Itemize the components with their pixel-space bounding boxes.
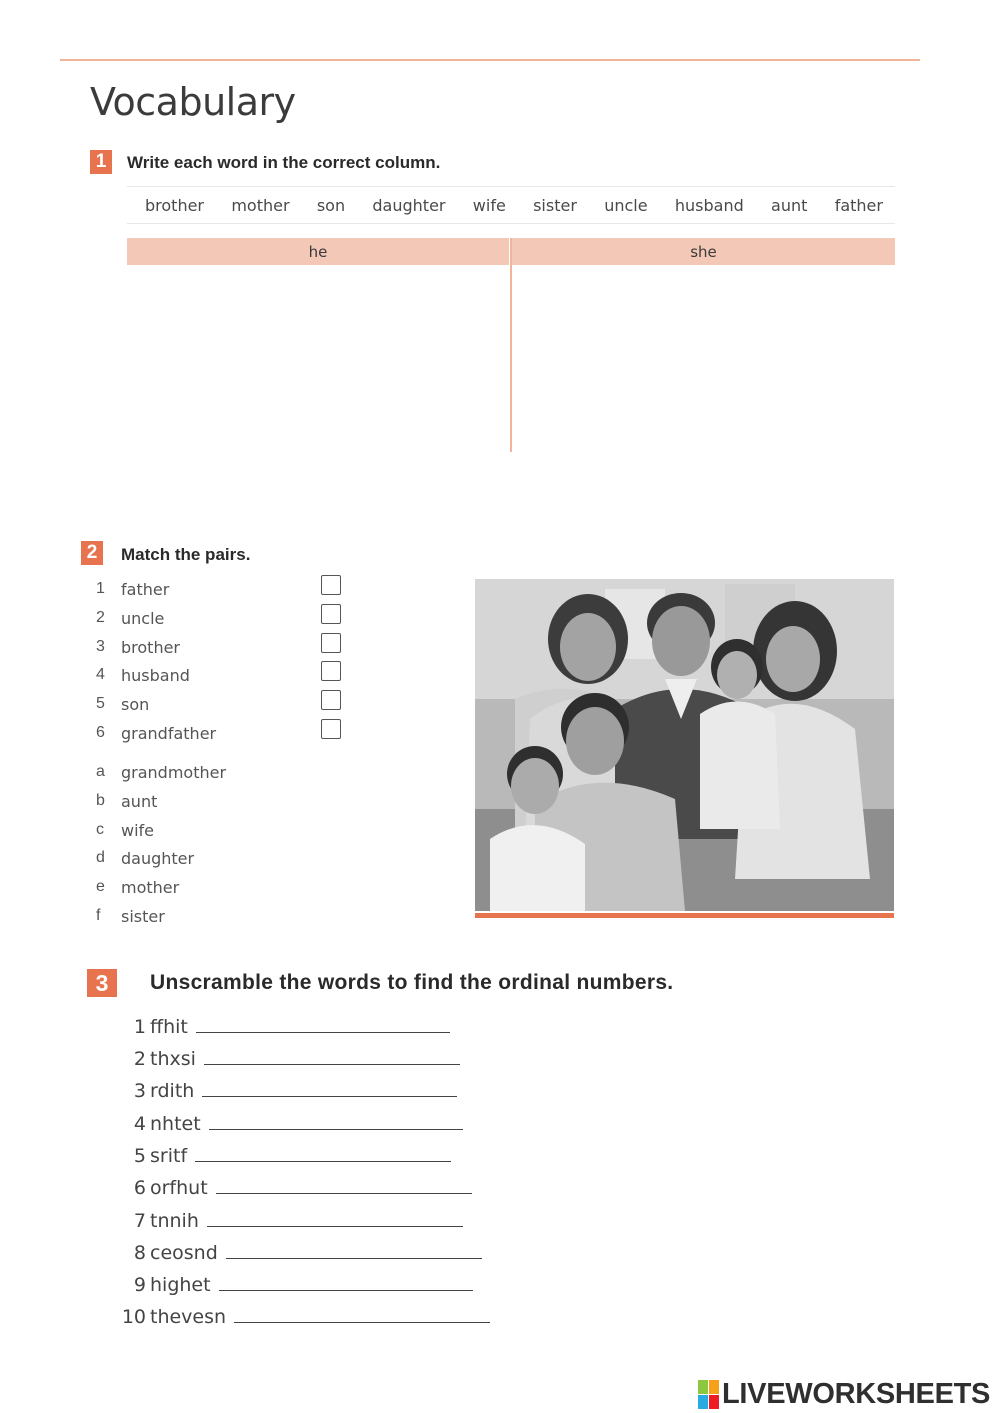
match-right-item <box>96 817 154 843</box>
brand-name: LIVEWORKSHEETS <box>722 1378 991 1410</box>
answer-line[interactable] <box>209 1129 463 1130</box>
unscramble-item <box>100 1234 482 1264</box>
scrambled-word: sritf <box>150 1145 188 1167</box>
item-number: 4 <box>133 1113 146 1135</box>
word-bank-item[interactable]: sister <box>533 195 577 215</box>
item-number: 10 <box>121 1306 146 1328</box>
match-left-item <box>96 720 216 746</box>
item-number: 3 <box>133 1080 146 1102</box>
item-word: mother <box>121 877 180 897</box>
item-letter: d <box>96 849 105 866</box>
answer-box-5[interactable] <box>321 690 341 710</box>
match-left-item <box>96 634 180 660</box>
match-right-item <box>96 845 194 871</box>
item-number: 2 <box>133 1048 146 1070</box>
item-number: 3 <box>96 638 105 655</box>
unscramble-item <box>100 1008 450 1038</box>
exercise-3-instruction: Unscramble the words to find the ordinal numbers. <box>150 971 674 994</box>
match-left-item <box>96 691 149 717</box>
match-right-item <box>96 874 179 900</box>
unscramble-item <box>100 1202 463 1232</box>
answer-line[interactable] <box>195 1161 451 1162</box>
family-photo-illustration <box>475 579 894 911</box>
liveworksheets-logo <box>698 1378 990 1411</box>
answer-box-6[interactable] <box>321 719 341 739</box>
column-header-she: she <box>512 238 895 265</box>
item-number: 5 <box>133 1145 146 1167</box>
match-left-item <box>96 605 164 631</box>
scrambled-word: ceosnd <box>150 1242 218 1264</box>
answer-line[interactable] <box>202 1096 457 1097</box>
item-letter: b <box>96 792 105 809</box>
word-bank-item[interactable]: wife <box>472 195 506 215</box>
item-word: sister <box>121 906 165 926</box>
exercise-1-number: 1 <box>90 150 112 174</box>
word-bank-item[interactable]: daughter <box>372 195 446 215</box>
word-bank <box>127 186 895 224</box>
word-bank-item[interactable]: son <box>316 195 346 215</box>
item-word: grandmother <box>121 762 227 782</box>
item-number: 1 <box>133 1016 146 1038</box>
unscramble-item <box>100 1137 451 1167</box>
answer-box-2[interactable] <box>321 604 341 624</box>
unscramble-item <box>100 1266 473 1296</box>
word-bank-item[interactable]: father <box>834 195 883 215</box>
answer-box-3[interactable] <box>321 633 341 653</box>
scrambled-word: rdith <box>150 1080 195 1102</box>
answer-line[interactable] <box>216 1193 472 1194</box>
exercise-1-instruction: Write each word in the correct column. <box>127 153 441 172</box>
answer-line[interactable] <box>207 1226 463 1227</box>
item-letter: a <box>96 763 105 780</box>
item-word: aunt <box>121 791 158 811</box>
scrambled-word: thevesn <box>150 1306 227 1328</box>
page-title: Vocabulary <box>90 80 296 124</box>
item-word: daughter <box>121 848 195 868</box>
word-bank-item[interactable]: mother <box>231 195 290 215</box>
answer-line[interactable] <box>226 1258 482 1259</box>
item-word: brother <box>121 637 181 657</box>
answer-line[interactable] <box>196 1032 450 1033</box>
column-divider <box>510 238 512 452</box>
match-right-item <box>96 759 226 785</box>
unscramble-item <box>100 1105 463 1135</box>
item-number: 1 <box>96 580 105 597</box>
unscramble-item <box>100 1169 472 1199</box>
photo-accent-bar <box>475 913 894 918</box>
unscramble-item <box>100 1072 457 1102</box>
top-rule <box>60 59 920 61</box>
scrambled-word: thxsi <box>150 1048 196 1070</box>
match-right-item <box>96 788 157 814</box>
item-word: wife <box>121 820 155 840</box>
answer-box-4[interactable] <box>321 661 341 681</box>
answer-box-1[interactable] <box>321 575 341 595</box>
item-word: father <box>121 579 170 599</box>
word-bank-item[interactable]: aunt <box>771 195 808 215</box>
exercise-2-number: 2 <box>81 541 103 565</box>
item-number: 4 <box>96 666 105 683</box>
logo-icon <box>698 1380 719 1409</box>
item-word: grandfather <box>121 723 217 743</box>
exercise-3-number: 3 <box>87 969 117 997</box>
scrambled-word: ffhit <box>150 1016 188 1038</box>
unscramble-item <box>100 1298 490 1328</box>
match-left-item <box>96 662 190 688</box>
family-photo <box>475 579 894 911</box>
item-word: uncle <box>121 608 165 628</box>
item-number: 8 <box>133 1242 146 1264</box>
unscramble-item <box>100 1040 460 1070</box>
answer-area-she[interactable] <box>513 266 895 452</box>
scrambled-word: nhtet <box>150 1113 201 1135</box>
column-header-he: he <box>127 238 509 265</box>
answer-line[interactable] <box>219 1290 473 1291</box>
answer-area-he[interactable] <box>127 266 509 452</box>
word-bank-item[interactable]: brother <box>145 195 205 215</box>
match-right-item <box>96 903 165 929</box>
item-word: son <box>121 694 150 714</box>
answer-line[interactable] <box>204 1064 460 1065</box>
item-number: 7 <box>133 1210 146 1232</box>
exercise-2-instruction: Match the pairs. <box>121 545 251 564</box>
item-number: 5 <box>96 695 105 712</box>
item-letter: f <box>96 907 101 924</box>
item-number: 9 <box>133 1274 146 1296</box>
item-word: husband <box>121 665 190 685</box>
item-number: 2 <box>96 609 105 626</box>
item-number: 6 <box>96 724 105 741</box>
item-number: 6 <box>133 1177 146 1199</box>
item-letter: e <box>96 878 105 895</box>
scrambled-word: tnnih <box>150 1210 199 1232</box>
scrambled-word: orfhut <box>150 1177 208 1199</box>
answer-line[interactable] <box>234 1322 490 1323</box>
item-letter: c <box>96 821 104 838</box>
scrambled-word: highet <box>150 1274 211 1296</box>
match-left-item <box>96 576 169 602</box>
word-bank-item[interactable]: uncle <box>604 195 648 215</box>
word-bank-item[interactable]: husband <box>674 195 744 215</box>
